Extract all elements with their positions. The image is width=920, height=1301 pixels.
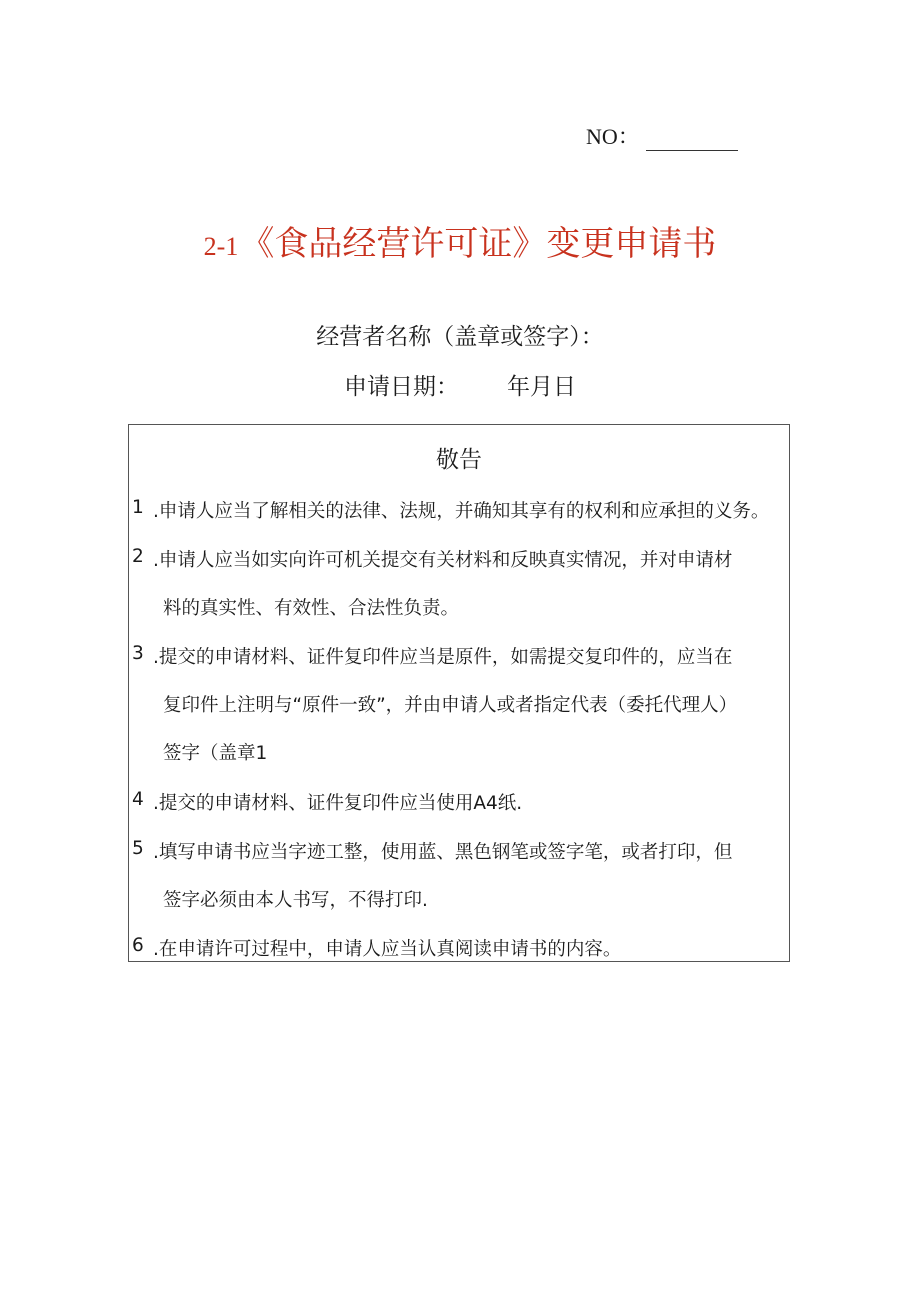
date-label: 申请日期：: [344, 374, 459, 400]
title-number: 2-1: [203, 232, 239, 261]
notice-item-text: .申请人应当如实向许可机关提交有关材料和反映真实情况，并对申请材: [153, 550, 733, 571]
notice-item-number: 4: [132, 789, 144, 810]
form-number-blank: [646, 126, 738, 151]
form-number-label: NO：: [586, 124, 640, 149]
notice-box: [128, 424, 790, 962]
notice-item-text: .提交的申请材料、证件复印件应当是原件，如需提交复印件的，应当在: [153, 647, 733, 668]
date-value: 年月日: [507, 374, 576, 400]
form-number: [586, 120, 738, 151]
notice-item-text-cont: 签字（盖章1: [163, 743, 268, 764]
notice-item-text-cont: 复印件上注明与“原件一致”，并由申请人或者指定代表（委托代理人）: [163, 695, 738, 716]
notice-item-number: 2: [132, 546, 144, 567]
notice-item-text-cont: 料的真实性、有效性、合法性负责。: [163, 598, 460, 619]
notice-title: 敬告: [436, 447, 482, 473]
notice-item-text-cont: 签字必须由本人书写，不得打印.: [163, 890, 428, 911]
notice-item-number: 3: [132, 643, 144, 664]
application-date-line: [0, 368, 920, 401]
title-text: 《食品经营许可证》变更申请书: [240, 224, 717, 264]
operator-name-line: 经营者名称（盖章或签字）：: [316, 324, 604, 350]
notice-item-text: .填写申请书应当字迹工整，使用蓝、黑色钢笔或签字笔，或者打印，但: [153, 842, 733, 863]
notice-item-text: .申请人应当了解相关的法律、法规，并确知其享有的权利和应承担的义务。: [153, 501, 770, 522]
page-title: [0, 216, 920, 265]
notice-item-number: 1: [132, 497, 144, 518]
notice-item-number: 5: [132, 838, 144, 859]
notice-item-text: .提交的申请材料、证件复印件应当使用A4纸.: [153, 793, 523, 814]
notice-item-text: .在申请许可过程中，申请人应当认真阅读申请书的内容。: [153, 939, 622, 960]
notice-item-number: 6: [132, 935, 144, 956]
